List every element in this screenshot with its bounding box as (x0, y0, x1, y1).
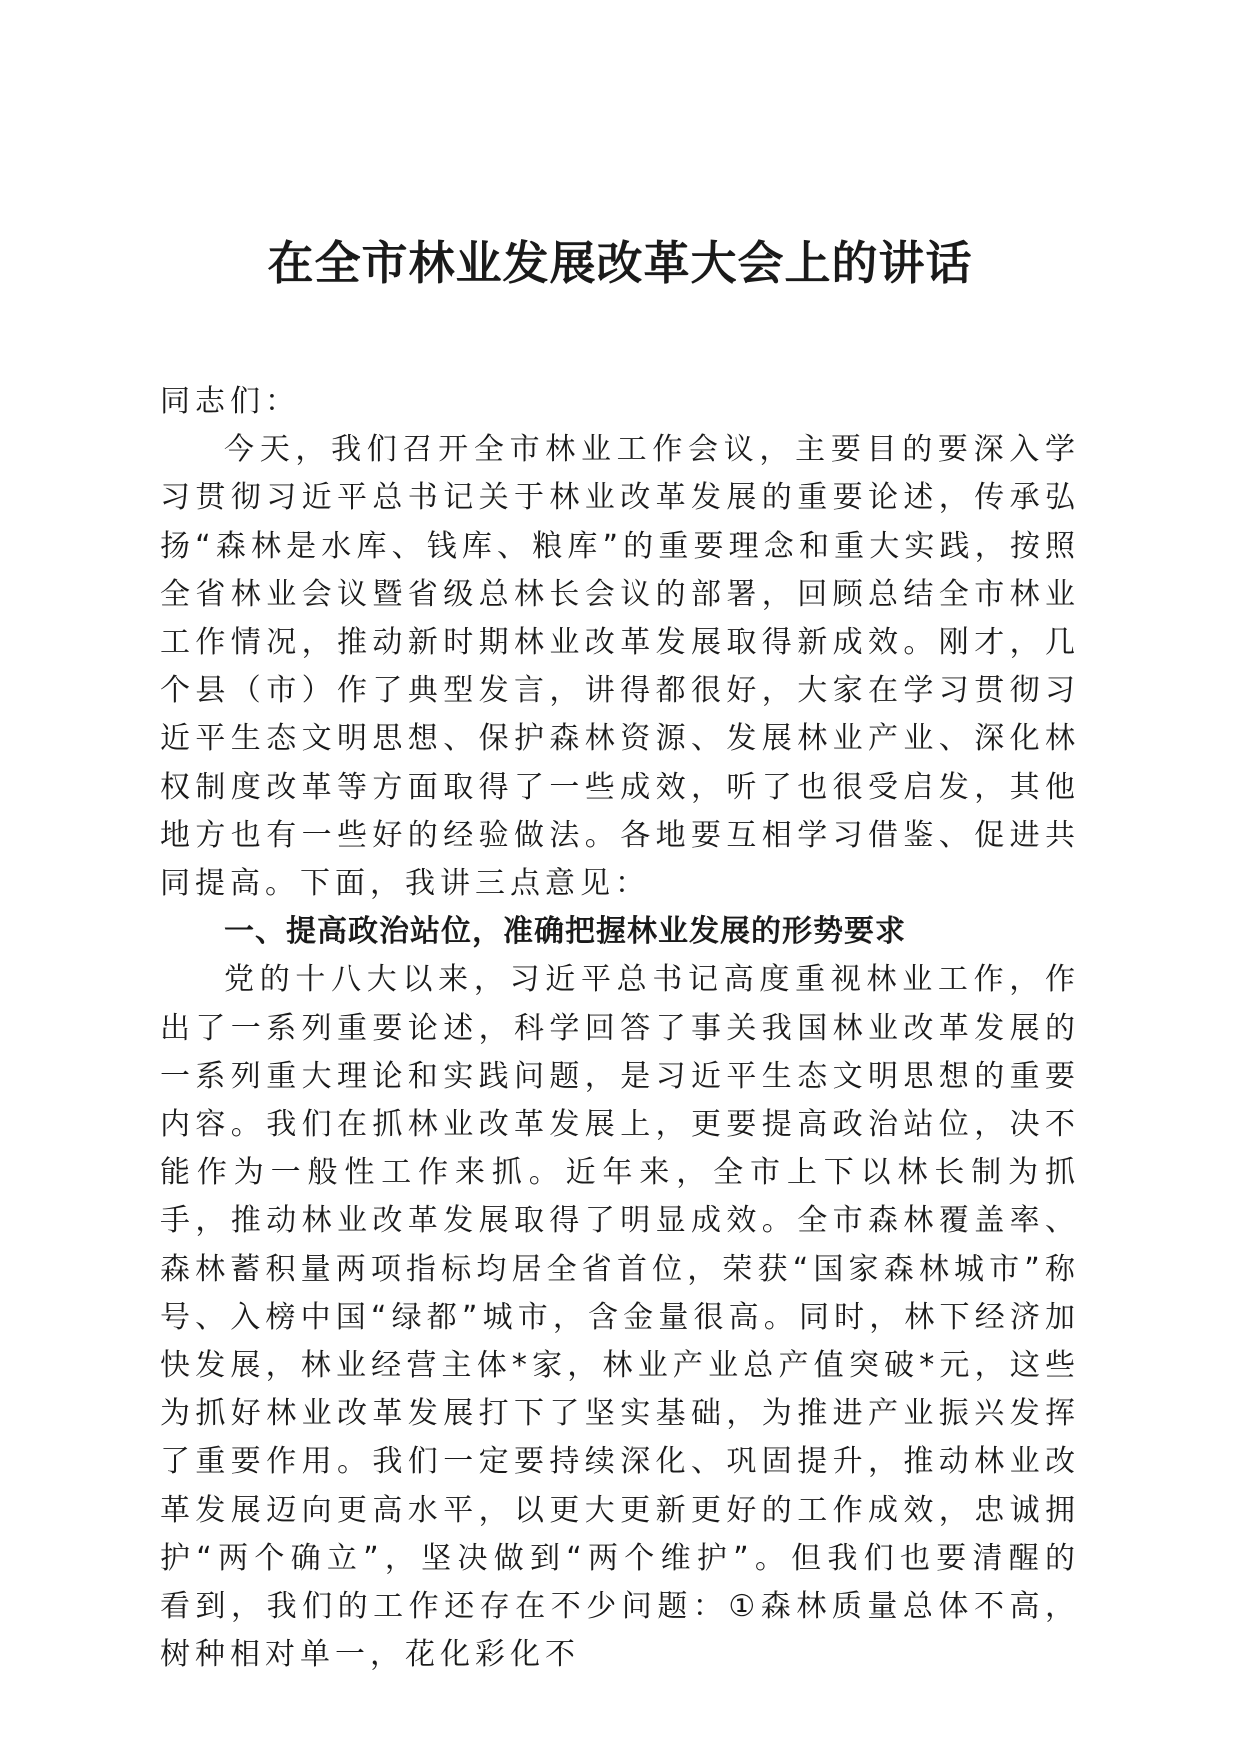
salutation: 同志们： (160, 384, 300, 419)
intro-paragraph: 今天，我们召开全市林业工作会议，主要目的要深入学习贯彻习近平总书记关于林业改革发展的重要论述，传承弘扬“森林是水库、钱库、粮库”的重要理念和重大实践，按照全省林业会议暨省级总林长会议的部署，回顾总结全市林业工作情况，推动新时期林业改革发展取得新成效。刚才，几个县（市）作了典型发言，讲得都很好，大家在学习贯彻习近平生态文明思想、保护森林资源、发展林业产业、深化林权制度改革等方面取得了一些成效，听了也很受启发，其他地方也有一些好的经验做法。各地要互相学习借鉴、促进共同提高。下面，我讲三点意见： (160, 432, 1080, 902)
section-paragraph: 党的十八大以来，习近平总书记高度重视林业工作，作出了一系列重要论述，科学回答了事关我国林业改革发展的一系列重大理论和实践问题，是习近平生态文明思想的重要内容。我们在抓林业改革发展上，更要提高政治站位，决不能作为一般性工作来抓。近年来，全市上下以林长制为抓手，推动林业改革发展取得了明显成效。全市森林覆盖率、森林蓄积量两项指标均居全省首位，荣获“国家森林城市”称号、入榜中国“绿都”城市，含金量很高。同时，林下经济加快发展，林业经营主体*家，林业产业总产值突破*元，这些为抓好林业改革发展打下了坚实基础，为推进产业振兴发挥了重要作用。我们一定要持续深化、巩固提升，推动林业改革发展迈向更高水平，以更大更新更好的工作成效，忠诚拥护“两个确立”，坚决做到“两个维护”。但我们也要清醒的看到，我们的工作还存在不少问题：①森林质量总体不高，树种相对单一，花化彩化不 (160, 962, 1080, 1673)
document-title: 在全市林业发展改革大会上的讲话 (267, 236, 973, 290)
section-heading: 一、提高政治站位，准确把握林业发展的形势要求 (224, 914, 906, 950)
document-body (160, 378, 1080, 1679)
